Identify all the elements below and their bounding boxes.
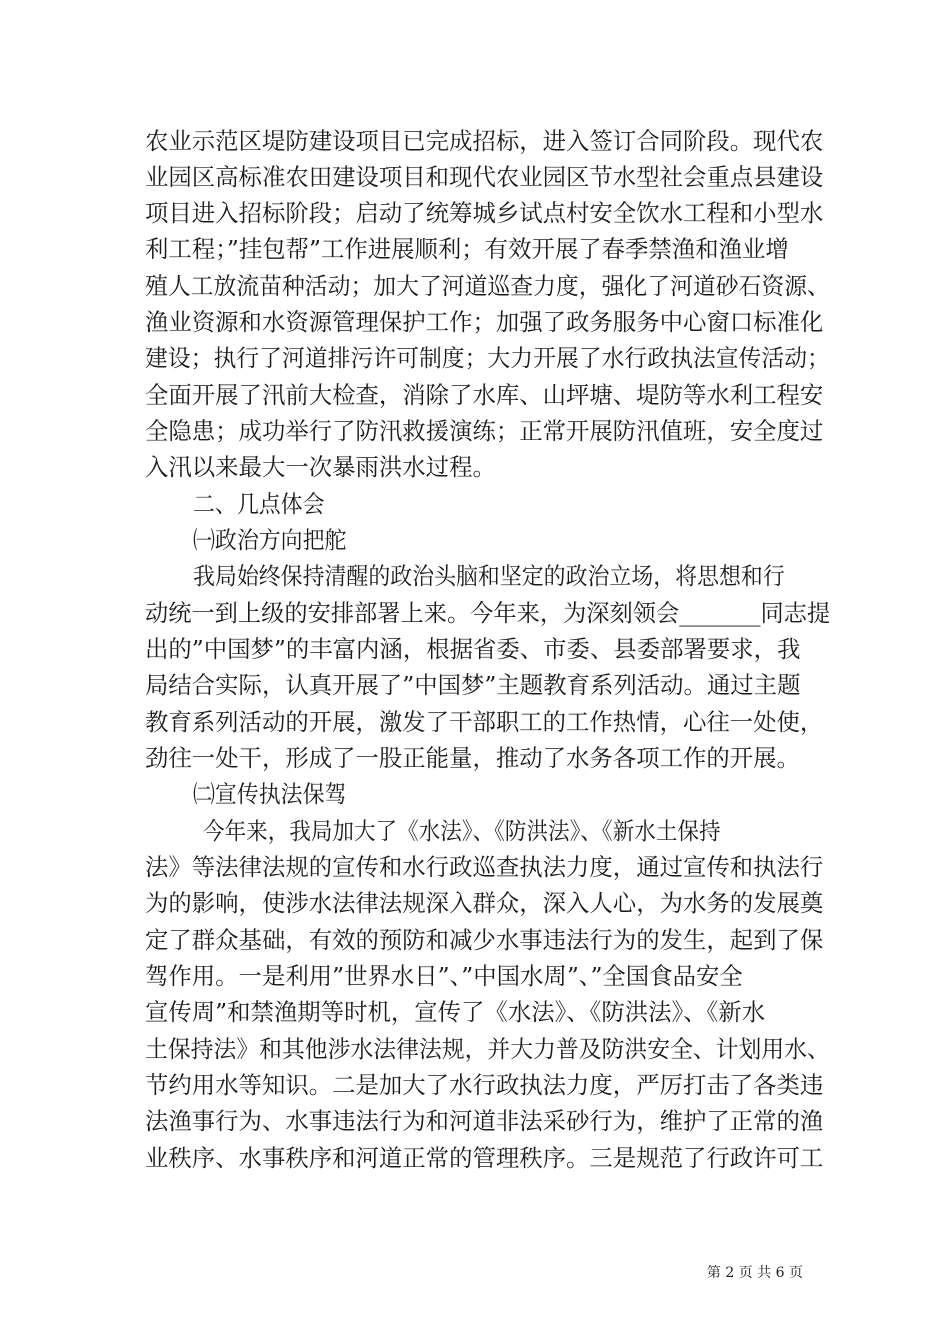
body-text-line: 全隐患；成功举行了防汛救援演练；正常开展防汛值班，安全度过 [145, 417, 824, 445]
body-text-line: 利工程；”挂包帮”工作进展顺利；有效开展了春季禁渔和渔业增 [145, 235, 789, 263]
body-text-line: 法》等法律法规的宣传和水行政巡查执法力度，通过宣传和执法行 [145, 853, 824, 881]
body-text-line: 劲往一处干，形成了一股正能量，推动了水务各项工作的开展。 [145, 744, 800, 772]
body-text-line: 为的影响，使涉水法律法规深入群众，深入人心，为水务的发展奠 [145, 889, 824, 917]
body-text-line: 农业示范区堤防建设项目已完成招标，进入签订合同阶段。现代农 [145, 127, 824, 155]
body-text-line: 宣传周”和禁渔期等时机，宣传了《水法》、《防洪法》、《新水 [145, 998, 766, 1026]
body-text-line: 渔业资源和水资源管理保护工作；加强了政务服务中心窗口标准化 [145, 308, 824, 336]
body-text-line: 局结合实际，认真开展了”中国梦”主题教育系列活动。通过主题 [145, 671, 801, 699]
body-text-line: 建设；执行了河道排污许可制度；大力开展了水行政执法宣传活动； [145, 344, 830, 372]
body-text-line: 定了群众基础，有效的预防和减少水事违法行为的发生，起到了保 [145, 926, 824, 954]
subsection-heading: ㈡宣传执法保驾 [193, 780, 347, 808]
body-text-line: 教育系列活动的开展，激发了干部职工的工作热情，心往一处使， [145, 708, 824, 736]
section-heading: 二、几点体会 [193, 490, 325, 518]
body-text-line: 我局始终保持清醒的政治头脑和坚定的政治立场，将思想和行 [193, 562, 785, 590]
body-text-line: 出的”中国梦”的丰富内涵，根据省委、市委、县委部署要求，我 [145, 635, 801, 663]
body-text-line: 土保持法》和其他涉水法律法规，并大力普及防洪安全、计划用水、 [145, 1035, 830, 1063]
body-text-line: 动统一到上级的安排部署上来。今年来，为深刻领会_______同志提 [145, 599, 831, 627]
body-text-line: 殖人工放流苗种活动；加大了河道巡查力度，强化了河道砂石资源、 [145, 272, 830, 300]
body-text-line: 法渔事行为、水事违法行为和河道非法采砂行为，维护了正常的渔 [145, 1107, 824, 1135]
body-text-line: 节约用水等知识。二是加大了水行政执法力度，严厉打击了各类违 [145, 1071, 824, 1099]
subsection-heading: ㈠政治方向把舵 [193, 526, 347, 554]
body-text-line: 全面开展了汛前大检查，消除了水库、山坪塘、堤防等水利工程安 [145, 381, 824, 409]
body-text-line: 入汛以来最大一次暴雨洪水过程。 [145, 453, 496, 481]
body-text-line: 业秩序、水事秩序和河道正常的管理秩序。三是规范了行政许可工 [145, 1144, 824, 1172]
body-text-line: 项目进入招标阶段；启动了统筹城乡试点村安全饮水工程和小型水 [145, 199, 824, 227]
body-text-line: 业园区高标准农田建设项目和现代农业园区节水型社会重点县建设 [145, 163, 824, 191]
body-text-line: 驾作用。一是利用”世界水日”、”中国水周”、”全国食品安全 [145, 962, 743, 990]
page-number: 第 2 页 共 6 页 [706, 1265, 803, 1281]
body-text-line: 今年来，我局加大了《水法》、《防洪法》、《新水土保持 [203, 817, 721, 845]
